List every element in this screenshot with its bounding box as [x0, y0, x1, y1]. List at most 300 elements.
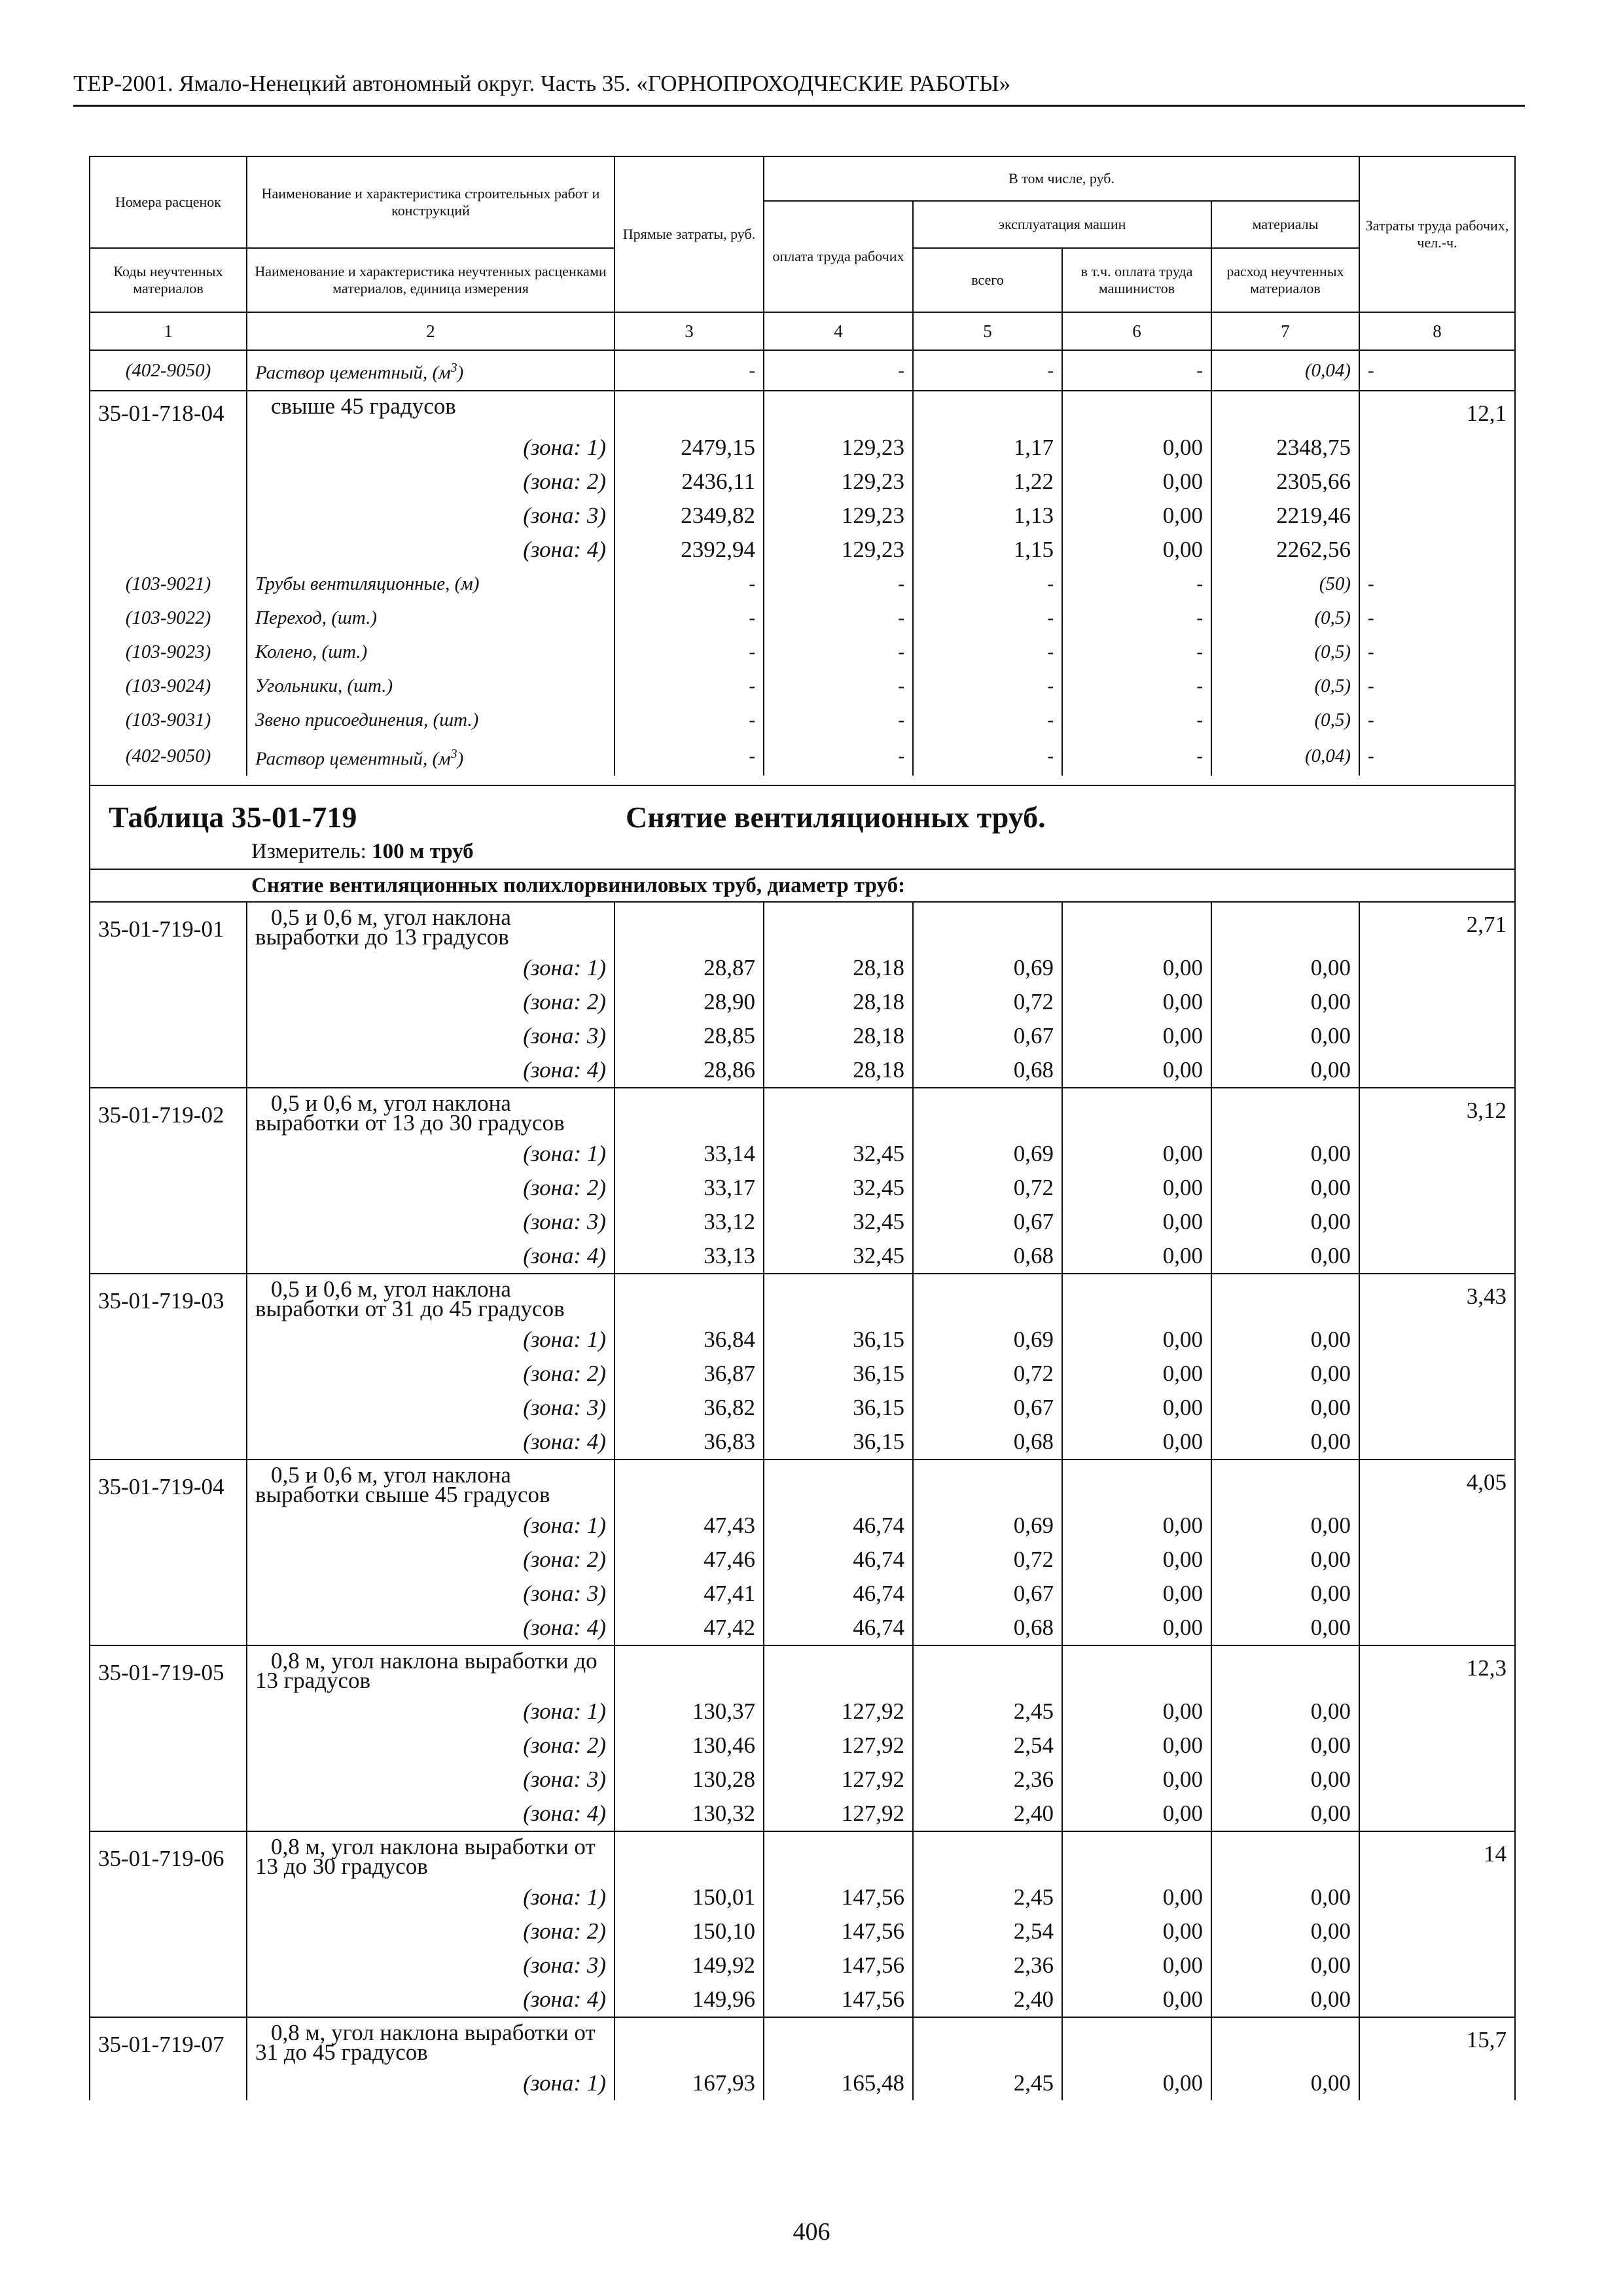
rate-row: [90, 1274, 1515, 1323]
machinists-pay-cell: -: [1062, 669, 1211, 703]
machines-total-cell: 0,72: [913, 1543, 1062, 1577]
materials-cell: (0,5): [1211, 669, 1359, 703]
machinists-pay-cell: -: [1062, 737, 1211, 776]
zone-row: [90, 1205, 1515, 1239]
direct-costs-cell: 47,43: [615, 1509, 764, 1543]
materials-cell: 0,00: [1211, 951, 1359, 985]
direct-costs-cell: 33,13: [615, 1239, 764, 1274]
resource-row: [90, 703, 1515, 737]
zone-label: (зона: 4): [247, 1982, 615, 2017]
zone-label: (зона: 4): [247, 533, 615, 567]
machines-total-cell: 1,17: [913, 431, 1062, 465]
materials-cell: 0,00: [1211, 1948, 1359, 1982]
direct-costs-cell: 2436,11: [615, 465, 764, 499]
worker-pay-cell: 147,56: [764, 1982, 913, 2017]
direct-costs-cell: 28,90: [615, 985, 764, 1019]
direct-costs-cell: 2392,94: [615, 533, 764, 567]
zone-label: (зона: 1): [247, 1880, 615, 1914]
materials-cell: (0,04): [1211, 350, 1359, 391]
materials-cell: (0,5): [1211, 635, 1359, 669]
zone-label: (зона: 4): [247, 1239, 615, 1274]
direct-costs-cell: 130,32: [615, 1797, 764, 1831]
zone-row: [90, 1171, 1515, 1205]
labor-cell: -: [1359, 635, 1515, 669]
direct-costs-cell: 33,17: [615, 1171, 764, 1205]
machinists-pay-cell: -: [1062, 635, 1211, 669]
zone-label: (зона: 1): [247, 2066, 615, 2100]
zone-label: (зона: 3): [247, 1763, 615, 1797]
materials-cell: 0,00: [1211, 1914, 1359, 1948]
rate-row: [90, 1088, 1515, 1137]
machinists-pay-cell: 0,00: [1062, 1357, 1211, 1391]
direct-costs-cell: 167,93: [615, 2066, 764, 2100]
zone-row: [90, 431, 1515, 465]
machines-total-cell: 2,45: [913, 1880, 1062, 1914]
machinists-pay-cell: 0,00: [1062, 1171, 1211, 1205]
machinists-pay-cell: 0,00: [1062, 1425, 1211, 1460]
machinists-pay-cell: 0,00: [1062, 533, 1211, 567]
worker-pay-cell: 36,15: [764, 1391, 913, 1425]
machines-total-cell: 0,68: [913, 1611, 1062, 1645]
materials-cell: 0,00: [1211, 1391, 1359, 1425]
materials-cell: 0,00: [1211, 1509, 1359, 1543]
header-machines-total: всего: [913, 248, 1062, 312]
machines-total-cell: 1,15: [913, 533, 1062, 567]
material-code: (103-9022): [90, 601, 247, 635]
machines-total-cell: 0,69: [913, 1509, 1062, 1543]
direct-costs-cell: -: [615, 601, 764, 635]
machinists-pay-cell: 0,00: [1062, 499, 1211, 533]
header-worker-pay: оплата труда рабочих: [764, 201, 913, 312]
rate-row: [90, 1460, 1515, 1509]
direct-costs-cell: 130,37: [615, 1695, 764, 1729]
labor-cell: 3,43: [1359, 1274, 1515, 1460]
machines-total-cell: 0,67: [913, 1577, 1062, 1611]
column-number: 4: [764, 312, 913, 350]
zone-row: [90, 1880, 1515, 1914]
direct-costs-cell: 150,01: [615, 1880, 764, 1914]
worker-pay-cell: 129,23: [764, 465, 913, 499]
table-header: [90, 156, 1515, 350]
labor-cell: 4,05: [1359, 1460, 1515, 1645]
direct-costs-cell: 149,92: [615, 1948, 764, 1982]
materials-cell: 0,00: [1211, 1053, 1359, 1088]
zone-label: (зона: 4): [247, 1053, 615, 1088]
machines-total-cell: 2,45: [913, 1695, 1062, 1729]
rate-name: 0,5 и 0,6 м, угол наклона выработки свыше 45 градусов: [247, 1460, 615, 1509]
meter-label: Измеритель:: [251, 840, 372, 864]
machines-total-cell: 0,69: [913, 951, 1062, 985]
machines-total-cell: 0,67: [913, 1205, 1062, 1239]
worker-pay-cell: -: [764, 737, 913, 776]
materials-cell: 0,00: [1211, 1019, 1359, 1053]
materials-cell: 0,00: [1211, 1695, 1359, 1729]
material-code: (103-9024): [90, 669, 247, 703]
zone-label: (зона: 2): [247, 985, 615, 1019]
material-name: Звено присоединения, (шт.): [247, 703, 615, 737]
zone-row: [90, 1509, 1515, 1543]
materials-cell: 0,00: [1211, 1239, 1359, 1274]
direct-costs-cell: 149,96: [615, 1982, 764, 2017]
material-code: (402-9050): [90, 737, 247, 776]
machines-total-cell: -: [913, 350, 1062, 391]
zone-label: (зона: 4): [247, 1611, 615, 1645]
direct-costs-cell: -: [615, 567, 764, 601]
worker-pay-cell: 127,92: [764, 1695, 913, 1729]
header-material-consumption: расход неучтенных материалов: [1211, 248, 1359, 312]
zone-row: [90, 1391, 1515, 1425]
machines-total-cell: 0,68: [913, 1053, 1062, 1088]
labor-cell: -: [1359, 737, 1515, 776]
materials-cell: 0,00: [1211, 1880, 1359, 1914]
direct-costs-cell: 36,82: [615, 1391, 764, 1425]
worker-pay-cell: 36,15: [764, 1323, 913, 1357]
direct-costs-cell: 36,84: [615, 1323, 764, 1357]
rate-name: 0,5 и 0,6 м, угол наклона выработки от 31 до 45 градусов: [247, 1274, 615, 1323]
machinists-pay-cell: 0,00: [1062, 431, 1211, 465]
direct-costs-cell: 28,87: [615, 951, 764, 985]
worker-pay-cell: 147,56: [764, 1880, 913, 1914]
machines-total-cell: 0,69: [913, 1137, 1062, 1171]
zone-row: [90, 1948, 1515, 1982]
zone-label: (зона: 3): [247, 1948, 615, 1982]
zone-row: [90, 2066, 1515, 2100]
machines-total-cell: 0,72: [913, 1357, 1062, 1391]
direct-costs-cell: 33,14: [615, 1137, 764, 1171]
meter-value: 100 м труб: [372, 840, 474, 864]
materials-cell: 0,00: [1211, 1611, 1359, 1645]
direct-costs-cell: 130,46: [615, 1729, 764, 1763]
machinists-pay-cell: 0,00: [1062, 1982, 1211, 2017]
zone-label: (зона: 2): [247, 1171, 615, 1205]
rate-row: [90, 1831, 1515, 1880]
labor-cell: -: [1359, 703, 1515, 737]
labor-cell: 2,71: [1359, 902, 1515, 1088]
material-code: (103-9023): [90, 635, 247, 669]
header-material-names: Наименование и характеристика неучтенных расценками материалов, единица измерения: [247, 248, 615, 312]
zone-row: [90, 533, 1515, 567]
zone-label: (зона: 2): [247, 1543, 615, 1577]
materials-cell: 0,00: [1211, 1323, 1359, 1357]
materials-cell: 0,00: [1211, 985, 1359, 1019]
machinists-pay-cell: 0,00: [1062, 1137, 1211, 1171]
machines-total-cell: 2,45: [913, 2066, 1062, 2100]
table-title-row: [90, 785, 1515, 837]
header-including: В том числе, руб.: [764, 156, 1359, 201]
worker-pay-cell: -: [764, 669, 913, 703]
worker-pay-cell: -: [764, 703, 913, 737]
zone-row: [90, 499, 1515, 533]
direct-costs-cell: 47,42: [615, 1611, 764, 1645]
subtitle-row: [90, 869, 1515, 902]
direct-costs-cell: 130,28: [615, 1763, 764, 1797]
materials-cell: 0,00: [1211, 1577, 1359, 1611]
table-subtitle: Снятие вентиляционных полихлорвиниловых труб, диаметр труб:: [90, 869, 1515, 902]
rate-name: 0,5 и 0,6 м, угол наклона выработки до 13 градусов: [247, 902, 615, 951]
worker-pay-cell: 32,45: [764, 1239, 913, 1274]
zone-row: [90, 1729, 1515, 1763]
worker-pay-cell: 32,45: [764, 1171, 913, 1205]
labor-cell: 15,7: [1359, 2017, 1515, 2100]
worker-pay-cell: 28,18: [764, 985, 913, 1019]
zone-label: (зона: 3): [247, 1577, 615, 1611]
direct-costs-cell: 2479,15: [615, 431, 764, 465]
zone-row: [90, 1323, 1515, 1357]
zone-row: [90, 465, 1515, 499]
zone-label: (зона: 4): [247, 1797, 615, 1831]
machines-total-cell: 0,68: [913, 1425, 1062, 1460]
column-number: 1: [90, 312, 247, 350]
resource-row: [90, 350, 1515, 391]
resource-row: [90, 567, 1515, 601]
worker-pay-cell: 127,92: [764, 1797, 913, 1831]
machinists-pay-cell: -: [1062, 567, 1211, 601]
zone-row: [90, 1239, 1515, 1274]
zone-label: (зона: 1): [247, 951, 615, 985]
zone-label: (зона: 4): [247, 1425, 615, 1460]
zone-label: (зона: 3): [247, 1019, 615, 1053]
page-header: ТЕР-2001. Ямало-Ненецкий автономный округ. Часть 35. «ГОРНОПРОХОДЧЕСКИЕ РАБОТЫ»: [73, 71, 1525, 107]
zone-label: (зона: 2): [247, 1357, 615, 1391]
machines-total-cell: 2,54: [913, 1729, 1062, 1763]
machinists-pay-cell: -: [1062, 703, 1211, 737]
header-labor-costs: Затраты труда рабочих, чел.-ч.: [1359, 156, 1515, 312]
worker-pay-cell: 32,45: [764, 1205, 913, 1239]
worker-pay-cell: 127,92: [764, 1763, 913, 1797]
rate-name: 0,8 м, угол наклона выработки от 31 до 45 градусов: [247, 2017, 615, 2066]
machines-total-cell: 2,36: [913, 1763, 1062, 1797]
worker-pay-cell: 28,18: [764, 1019, 913, 1053]
machines-total-cell: -: [913, 669, 1062, 703]
machines-total-cell: -: [913, 567, 1062, 601]
machinists-pay-cell: 0,00: [1062, 985, 1211, 1019]
zone-row: [90, 1053, 1515, 1088]
column-number: 7: [1211, 312, 1359, 350]
zone-label: (зона: 1): [247, 1695, 615, 1729]
machinists-pay-cell: 0,00: [1062, 1763, 1211, 1797]
material-code: (103-9031): [90, 703, 247, 737]
zone-label: (зона: 1): [247, 431, 615, 465]
labor-cell: -: [1359, 601, 1515, 635]
machines-total-cell: 2,36: [913, 1948, 1062, 1982]
worker-pay-cell: 36,15: [764, 1357, 913, 1391]
meter-row: [90, 837, 1515, 869]
worker-pay-cell: 36,15: [764, 1425, 913, 1460]
worker-pay-cell: 127,92: [764, 1729, 913, 1763]
machines-total-cell: -: [913, 737, 1062, 776]
column-number: 2: [247, 312, 615, 350]
materials-cell: 2262,56: [1211, 533, 1359, 567]
direct-costs-cell: 150,10: [615, 1914, 764, 1948]
direct-costs-cell: 47,46: [615, 1543, 764, 1577]
worker-pay-cell: 129,23: [764, 499, 913, 533]
direct-costs-cell: 36,87: [615, 1357, 764, 1391]
page-number: 406: [793, 2218, 830, 2246]
machines-total-cell: 0,72: [913, 1171, 1062, 1205]
machines-total-cell: 2,40: [913, 1797, 1062, 1831]
machines-total-cell: -: [913, 703, 1062, 737]
machinists-pay-cell: 0,00: [1062, 1797, 1211, 1831]
materials-cell: 0,00: [1211, 1797, 1359, 1831]
materials-cell: 2305,66: [1211, 465, 1359, 499]
material-name: Колено, (шт.): [247, 635, 615, 669]
rate-row: [90, 902, 1515, 951]
machinists-pay-cell: 0,00: [1062, 1053, 1211, 1088]
materials-cell: (0,5): [1211, 601, 1359, 635]
rate-name: 0,5 и 0,6 м, угол наклона выработки от 13 до 30 градусов: [247, 1088, 615, 1137]
header-rate-number: Номера расценок: [90, 156, 247, 248]
spacer-row: [90, 776, 1515, 785]
rate-code: 35-01-719-02: [90, 1088, 247, 1137]
materials-cell: 0,00: [1211, 1763, 1359, 1797]
material-code: (402-9050): [90, 350, 247, 391]
zone-label: (зона: 1): [247, 1137, 615, 1171]
machinists-pay-cell: 0,00: [1062, 951, 1211, 985]
labor-cell: 12,3: [1359, 1645, 1515, 1831]
materials-cell: 2348,75: [1211, 431, 1359, 465]
worker-pay-cell: -: [764, 601, 913, 635]
zone-label: (зона: 3): [247, 1205, 615, 1239]
worker-pay-cell: 46,74: [764, 1577, 913, 1611]
zone-label: (зона: 3): [247, 1391, 615, 1425]
labor-cell: 14: [1359, 1831, 1515, 2017]
machinists-pay-cell: 0,00: [1062, 1543, 1211, 1577]
materials-cell: 0,00: [1211, 1982, 1359, 2017]
rate-code: 35-01-718-04: [90, 391, 247, 431]
machines-total-cell: 0,72: [913, 985, 1062, 1019]
material-name: Переход, (шт.): [247, 601, 615, 635]
direct-costs-cell: 28,86: [615, 1053, 764, 1088]
rate-code: 35-01-719-01: [90, 902, 247, 951]
zone-row: [90, 1797, 1515, 1831]
zone-row: [90, 1137, 1515, 1171]
table-title: Снятие вентиляционных труб.: [626, 800, 1046, 834]
direct-costs-cell: 47,41: [615, 1577, 764, 1611]
labor-cell: 3,12: [1359, 1088, 1515, 1274]
direct-costs-cell: 28,85: [615, 1019, 764, 1053]
rate-row: [90, 391, 1515, 431]
machinists-pay-cell: 0,00: [1062, 1239, 1211, 1274]
material-name: Раствор цементный, $(м^3)$: [247, 350, 615, 391]
rate-name: 0,8 м, угол наклона выработки до 13 градусов: [247, 1645, 615, 1695]
zone-row: [90, 985, 1515, 1019]
machines-total-cell: 0,68: [913, 1239, 1062, 1274]
materials-cell: 0,00: [1211, 2066, 1359, 2100]
machines-total-cell: -: [913, 635, 1062, 669]
materials-cell: 0,00: [1211, 1729, 1359, 1763]
machinists-pay-cell: 0,00: [1062, 1577, 1211, 1611]
resource-row: [90, 635, 1515, 669]
worker-pay-cell: 147,56: [764, 1914, 913, 1948]
materials-cell: (50): [1211, 567, 1359, 601]
direct-costs-cell: -: [615, 635, 764, 669]
rate-row: [90, 1645, 1515, 1695]
rate-code: 35-01-719-05: [90, 1645, 247, 1695]
rate-name: 0,8 м, угол наклона выработки от 13 до 30 градусов: [247, 1831, 615, 1880]
machinists-pay-cell: 0,00: [1062, 1391, 1211, 1425]
worker-pay-cell: -: [764, 567, 913, 601]
machinists-pay-cell: 0,00: [1062, 1695, 1211, 1729]
zone-row: [90, 1914, 1515, 1948]
worker-pay-cell: 28,18: [764, 1053, 913, 1088]
material-name: Трубы вентиляционные, (м): [247, 567, 615, 601]
worker-pay-cell: 46,74: [764, 1611, 913, 1645]
machines-total-cell: 1,22: [913, 465, 1062, 499]
labor-cell: -: [1359, 350, 1515, 391]
zone-row: [90, 1543, 1515, 1577]
machinists-pay-cell: 0,00: [1062, 1914, 1211, 1948]
direct-costs-cell: 36,83: [615, 1425, 764, 1460]
direct-costs-cell: -: [615, 737, 764, 776]
zone-row: [90, 1763, 1515, 1797]
machines-total-cell: 0,67: [913, 1391, 1062, 1425]
worker-pay-cell: 129,23: [764, 533, 913, 567]
worker-pay-cell: 147,56: [764, 1948, 913, 1982]
machines-total-cell: 0,67: [913, 1019, 1062, 1053]
zone-row: [90, 1425, 1515, 1460]
zone-row: [90, 1577, 1515, 1611]
labor-cell: 12,1: [1359, 391, 1515, 567]
machines-total-cell: 2,40: [913, 1982, 1062, 2017]
materials-cell: 2219,46: [1211, 499, 1359, 533]
machinists-pay-cell: -: [1062, 350, 1211, 391]
machinists-pay-cell: -: [1062, 601, 1211, 635]
machinists-pay-cell: 0,00: [1062, 2066, 1211, 2100]
resource-row: [90, 669, 1515, 703]
rate-code: 35-01-719-06: [90, 1831, 247, 1880]
machinists-pay-cell: 0,00: [1062, 1509, 1211, 1543]
materials-cell: 0,00: [1211, 1425, 1359, 1460]
direct-costs-cell: 2349,82: [615, 499, 764, 533]
materials-cell: 0,00: [1211, 1357, 1359, 1391]
direct-costs-cell: -: [615, 703, 764, 737]
zone-label: (зона: 2): [247, 1729, 615, 1763]
machines-total-cell: 1,13: [913, 499, 1062, 533]
machinists-pay-cell: 0,00: [1062, 1729, 1211, 1763]
direct-costs-cell: -: [615, 350, 764, 391]
zone-row: [90, 1982, 1515, 2017]
machines-total-cell: -: [913, 601, 1062, 635]
zone-label: (зона: 1): [247, 1323, 615, 1357]
machinists-pay-cell: 0,00: [1062, 1611, 1211, 1645]
materials-cell: 0,00: [1211, 1171, 1359, 1205]
zone-label: (зона: 2): [247, 1914, 615, 1948]
materials-cell: 0,00: [1211, 1205, 1359, 1239]
machines-total-cell: 0,69: [913, 1323, 1062, 1357]
header-material-codes: Коды неучтенных материалов: [90, 248, 247, 312]
labor-cell: -: [1359, 669, 1515, 703]
zone-row: [90, 1357, 1515, 1391]
labor-cell: -: [1359, 567, 1515, 601]
materials-cell: 0,00: [1211, 1137, 1359, 1171]
worker-pay-cell: 165,48: [764, 2066, 913, 2100]
material-name: Угольники, (шт.): [247, 669, 615, 703]
rate-code: 35-01-719-03: [90, 1274, 247, 1323]
machinists-pay-cell: 0,00: [1062, 1019, 1211, 1053]
table-number: Таблица 35-01-719: [109, 800, 357, 834]
worker-pay-cell: 28,18: [764, 951, 913, 985]
materials-cell: 0,00: [1211, 1543, 1359, 1577]
zone-row: [90, 1611, 1515, 1645]
rate-code: 35-01-719-04: [90, 1460, 247, 1509]
header-work-name: Наименование и характеристика строительных работ и конструкций: [247, 156, 615, 248]
zone-label: (зона: 1): [247, 1509, 615, 1543]
rate-code: 35-01-719-07: [90, 2017, 247, 2066]
resource-row: [90, 601, 1515, 635]
machinists-pay-cell: 0,00: [1062, 465, 1211, 499]
resource-row: [90, 737, 1515, 776]
worker-pay-cell: 129,23: [764, 431, 913, 465]
